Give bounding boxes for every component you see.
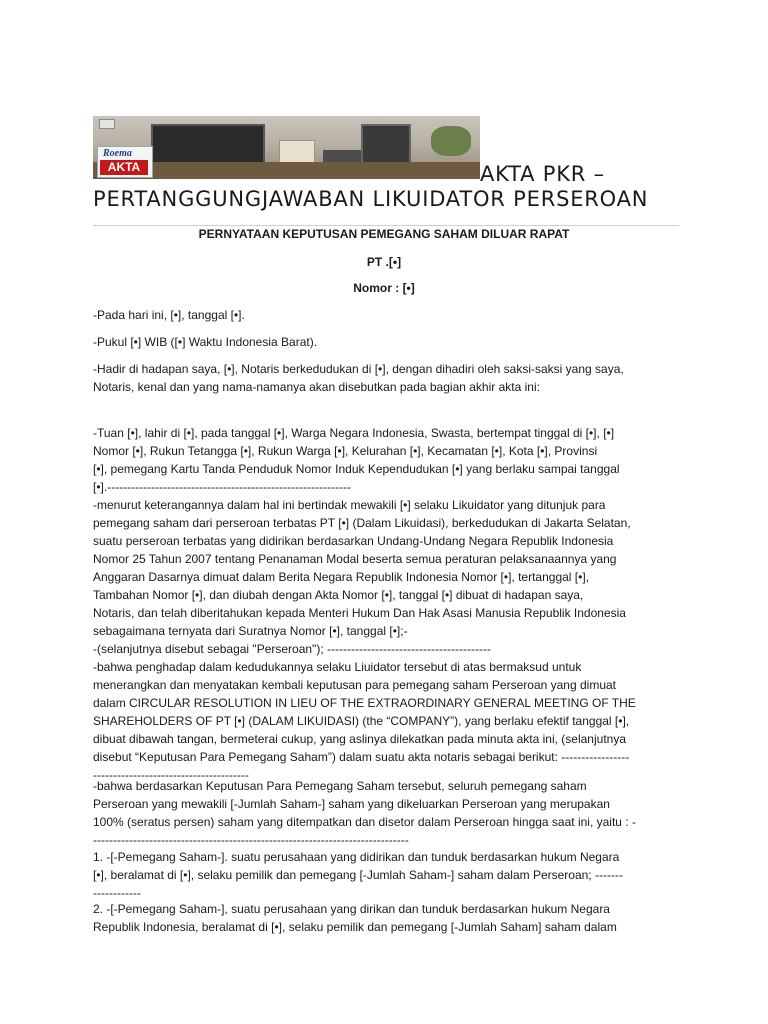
plant	[431, 126, 471, 156]
title-divider	[93, 225, 679, 226]
text-line: menerangkan dan menyatakan kembali keputusan para pemegang saham Perseroan yang dimuat	[93, 678, 616, 692]
document-heading: PERNYATAAN KEPUTUSAN PEMEGANG SAHAM DILUAR RAPAT	[198, 227, 570, 241]
text-line: ------------	[93, 886, 141, 900]
text-line: ---------------------------------------	[93, 768, 249, 782]
text-line: -Tuan [•], lahir di [•], pada tanggal [•], Warga Negara Indonesia, Swasta, bertempat tinggal di [•], [•]	[93, 426, 615, 440]
document-company: PT .[•]	[366, 255, 402, 269]
text-line: Nomor 25 Tahun 2007 tentang Penanaman Modal beserta semua peraturan pelaksanaannya yang	[93, 552, 617, 566]
document-number: Nomor : [•]	[353, 281, 415, 295]
text-line: Notaris, kenal dan yang nama-namanya akan disebutkan pada bagian akhir akta ini:	[93, 380, 540, 394]
paragraph-attendance	[93, 360, 683, 396]
roema-akta-logo	[97, 146, 153, 178]
text-line: Notaris, dan telah diberitahukan kepada Menteri Hukum Dan Hak Asasi Manusia Republik Indonesia	[93, 606, 626, 620]
text-line: pemegang saham dari perseroan terbatas PT [•] (Dalam Likuidasi), berkedudukan di Jakarta Selatan,	[93, 516, 631, 530]
paragraph-time	[93, 333, 683, 351]
text-line: sebagaimana ternyata dari Suratnya Nomor [•], tanggal [•];-	[93, 624, 408, 638]
text-line: [•], pemegang Kartu Tanda Penduduk Nomor Induk Kependudukan [•] yang berlaku sampai tanggal	[93, 462, 620, 476]
text-line: SHAREHOLDERS OF PT [•] (DALAM LIKUIDASI) (the “COMPANY”), yang berlaku efektif tanggal [•],	[93, 714, 630, 728]
text-line: -bahwa berdasarkan Keputusan Para Pemegang Saham tersebut, seluruh pemegang saham	[93, 779, 587, 793]
text-line: suatu perseroan terbatas yang didirikan berdasarkan Undang-Undang Negara Republik Indonesia	[93, 534, 614, 548]
logo-text-top: Roema	[103, 148, 132, 159]
logo-text-bottom: AKTA	[100, 160, 148, 175]
page-title-line1: AKTA PKR –	[480, 162, 605, 186]
text-line: disebut “Keputusan Para Pemegang Saham”) dalam suatu akta notaris sebagai berikut: -----------------	[93, 750, 630, 764]
text-line: 2. -[-Pemegang Saham-], suatu perusahaan yang dirikan dan tunduk berdasarkan hukum Negara	[93, 902, 610, 916]
text-line: Anggaran Dasarnya dimuat dalam Berita Negara Republik Indonesia Nomor [•], tertanggal [•],	[93, 570, 590, 584]
text-line: 1. -[-Pemegang Saham-]. suatu perusahaan yang didirikan dan tunduk berdasarkan hukum Negara	[93, 850, 620, 864]
corner-tag	[99, 119, 115, 129]
text-line: 100% (seratus persen) saham yang ditempatkan dan disetor dalam Perseroan hingga saat ini, yaitu : -	[93, 815, 636, 829]
list-item-2	[93, 900, 683, 936]
header-banner-photo	[93, 116, 480, 179]
paragraph-party	[93, 424, 683, 784]
list-item-1	[93, 848, 683, 902]
text-line: -bahwa penghadap dalam kedudukannya selaku Liuidator tersebut di atas bermaksud untuk	[93, 660, 582, 674]
text-line: -Hadir di hadapan saya, [•], Notaris berkedudukan di [•], dengan dihadiri oleh saksi-saksi yang saya,	[93, 362, 624, 376]
text-line: -------------------------------------------------------------------------------	[93, 833, 409, 847]
text-line: Perseroan yang mewakili [-Jumlah Saham-] saham yang dikeluarkan Perseroan yang merupakan	[93, 797, 610, 811]
text-line: Nomor [•], Rukun Tetangga [•], Rukun Warga [•], Kelurahan [•], Kecamatan [•], Kota [•], Provinsi	[93, 444, 598, 458]
paragraph-shareholders	[93, 777, 683, 849]
text-line: Republik Indonesia, beralamat di [•], selaku pemilik dan pemegang [-Jumlah Saham] saham dalam	[93, 920, 617, 934]
page-title-line2: PERTANGGUNGJAWABAN LIKUIDATOR PERSEROAN	[93, 187, 649, 211]
text-line: -Pukul [•] WIB ([•] Waktu Indonesia Barat).	[93, 335, 318, 349]
monitor-right	[361, 124, 411, 166]
text-line: Tambahan Nomor [•], dan diubah dengan Akta Nomor [•], tanggal [•] dibuat di hadapan saya,	[93, 588, 584, 602]
text-line: [•].-------------------------------------------------------------	[93, 480, 351, 494]
text-line: -menurut keterangannya dalam hal ini bertindak mewakili [•] selaku Likuidator yang ditunjuk para	[93, 498, 606, 512]
text-line: -Pada hari ini, [•], tanggal [•].	[93, 308, 245, 322]
text-line: -(selanjutnya disebut sebagai "Perseroan"); -----------------------------------------	[93, 642, 491, 656]
text-line: dibuat dibawah tangan, bermeterai cukup, yang aslinya dilekatkan pada minuta akta ini, (selanjutnya	[93, 732, 627, 746]
paragraph-date	[93, 306, 683, 324]
text-line: [•], beralamat di [•], selaku pemilik dan pemegang [-Jumlah Saham-] saham dalam Perseroan; -------	[93, 868, 623, 882]
text-line: dalam CIRCULAR RESOLUTION IN LIEU OF THE EXTRAORDINARY GENERAL MEETING OF THE	[93, 696, 636, 710]
